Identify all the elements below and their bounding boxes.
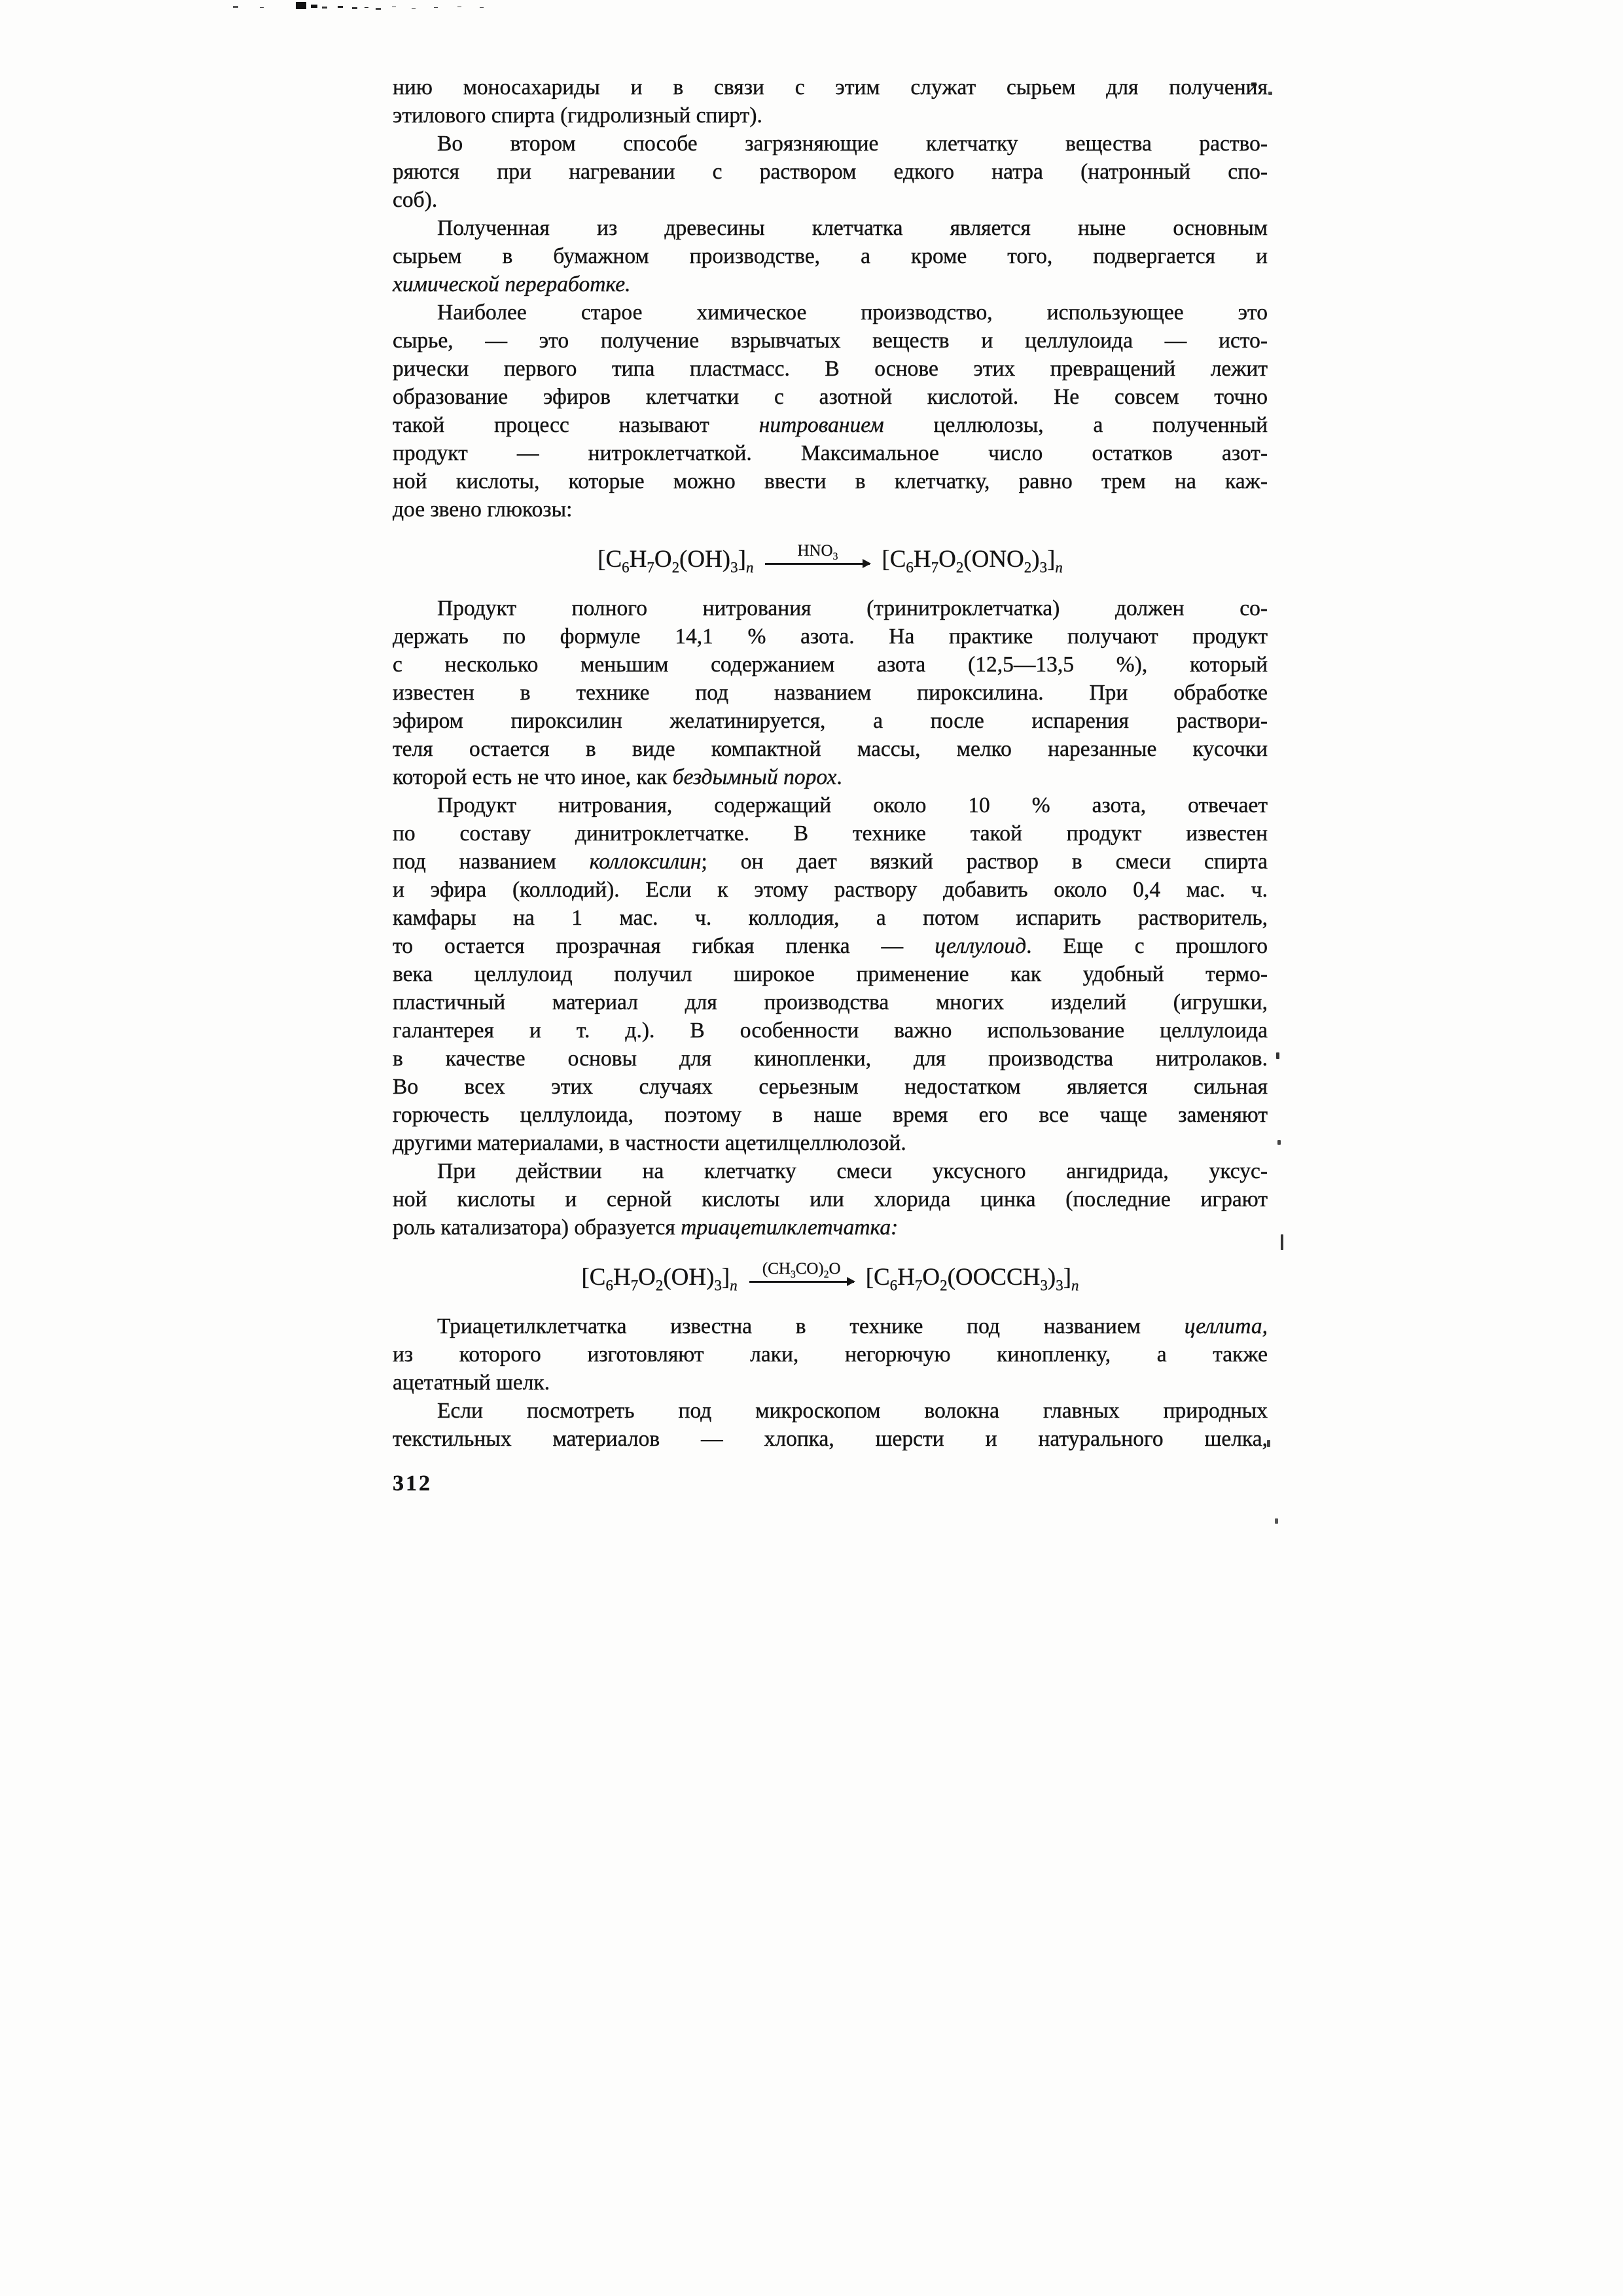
- text-line: При действии на клетчатку смеси уксусного ангидрида, уксус-: [437, 1159, 1268, 1183]
- page-number: 312: [393, 1471, 432, 1496]
- reaction-reagent-label: $(CH_3CO)_2O$: [762, 1260, 841, 1280]
- reaction-arrow: [749, 1261, 854, 1283]
- arrow-line-icon: [765, 563, 870, 565]
- text-line: Полученная из древесины клетчатка является ныне основным: [437, 216, 1268, 240]
- text-line: которой есть не что иное, как бездымный порох.: [393, 765, 842, 789]
- text-line: ацетатный шелк.: [393, 1371, 550, 1395]
- text-line: с несколько меньшим содержанием азота (12,5—13,5 %), который: [393, 653, 1268, 677]
- text-line: Продукт нитрования, содержащий около 10 % азота, отвечает: [437, 793, 1268, 817]
- text-line: Наиболее старое химическое производство, использующее это: [437, 300, 1268, 325]
- text-line: ной кислоты и серной кислоты или хлорида цинка (последние играют: [393, 1187, 1268, 1211]
- chemical-equation: [393, 1242, 1268, 1312]
- text-line: ряются при нагревании с раствором едкого натра (натронный спо-: [393, 160, 1268, 184]
- text-line: роль катализатора) образуется триацетилклетчатка:: [393, 1215, 899, 1240]
- text-line: дое звено глюкозы:: [393, 497, 573, 522]
- text-line: галантерея и т. д.). В особенности важно использование целлулоида: [393, 1018, 1268, 1043]
- text-line: известен в технике под названием пироксилина. При обработке: [393, 681, 1268, 705]
- text-line: Во втором способе загрязняющие клетчатку вещества раство-: [437, 132, 1268, 156]
- scan-speck: [1276, 1052, 1279, 1059]
- text-line: теля остается в виде компактной массы, мелко нарезанные кусочки: [393, 737, 1268, 761]
- chemical-equation: [393, 524, 1268, 594]
- text-line: и эфира (коллодий). Если к этому раствору добавить около 0,4 мас. ч.: [393, 878, 1268, 902]
- text-line: пластичный материал для производства многих изделий (игрушки,: [393, 990, 1268, 1014]
- text-line: в качестве основы для кинопленки, для производства нитролаков.: [393, 1047, 1268, 1071]
- text-line: продукт — нитроклетчаткой. Максимальное число остатков азот-: [393, 441, 1268, 465]
- reaction-reagent-label: $HNO_3$: [797, 542, 838, 562]
- scan-speck: [1268, 92, 1272, 95]
- text-line: такой процесс называют нитрованием целлюлозы, а полученный: [393, 413, 1268, 437]
- reaction-arrow: [765, 543, 870, 565]
- text-line: Продукт полного нитрования (тринитроклетчатка) должен со-: [437, 596, 1268, 620]
- text-line: Триацетилклетчатка известна в технике под названием целлита,: [437, 1314, 1268, 1338]
- text-line: то остается прозрачная гибкая пленка — целлулоид. Еще с прошлого: [393, 934, 1268, 958]
- formula-reactant: $[C_6H_7O_2(OH)_3]_n$: [581, 1263, 738, 1293]
- formula-reactant: $[C_6H_7O_2(OH)_3]_n$: [597, 545, 754, 575]
- text-line: под названием коллоксилин; он дает вязкий раствор в смеси спирта: [393, 850, 1268, 874]
- text-line: сырье, — это получение взрывчатых веществ и целлулоида — исто-: [393, 329, 1268, 353]
- text-line: камфары на 1 мас. ч. коллодия, а потом испарить растворитель,: [393, 906, 1268, 930]
- text-line: горючесть целлулоида, поэтому в наше время его все чаще заменяют: [393, 1103, 1268, 1127]
- text-line: Во всех этих случаях серьезным недостатком является сильная: [393, 1075, 1268, 1099]
- arrow-line-icon: [749, 1281, 854, 1283]
- text-line: нию моносахариды и в связи с этим служат сырьем для получения: [393, 75, 1268, 99]
- text-line: эфиром пироксилин желатинируется, а после испарения раствори-: [393, 709, 1268, 733]
- text-block: [393, 73, 1268, 1453]
- text-line: этилового спирта (гидролизный спирт).: [393, 103, 762, 128]
- text-line: держать по формуле 14,1 % азота. На практике получают продукт: [393, 624, 1268, 649]
- text-line: химической переработке.: [393, 272, 631, 296]
- text-line: соб).: [393, 188, 438, 212]
- formula-product: $[C_6H_7O_2(ONO_2)_3]_n$: [882, 545, 1063, 575]
- text-line: века целлулоид получил широкое применение как удобный термо-: [393, 962, 1268, 986]
- scan-speck: [1275, 1518, 1278, 1524]
- text-line: образование эфиров клетчатки с азотной кислотой. Не совсем точно: [393, 385, 1268, 409]
- text-line: ной кислоты, которые можно ввести в клетчатку, равно трем на каж-: [393, 469, 1268, 493]
- scan-noise-strip: [296, 2, 306, 9]
- text-line: из которого изготовляют лаки, негорючую кинопленку, а также: [393, 1342, 1268, 1367]
- text-line: рически первого типа пластмасс. В основе этих превращений лежит: [393, 357, 1268, 381]
- scan-speck: [1281, 1234, 1283, 1250]
- text-line: текстильных материалов — хлопка, шерсти и натурального шелка,: [393, 1427, 1268, 1451]
- formula-product: $[C_6H_7O_2(OOCCH_3)_3]_n$: [865, 1263, 1079, 1293]
- text-line: по составу динитроклетчатке. В технике такой продукт известен: [393, 821, 1268, 846]
- text-line: сырьем в бумажном производстве, а кроме того, подвергается и: [393, 244, 1268, 268]
- text-line: Если посмотреть под микроскопом волокна главных природных: [437, 1399, 1268, 1423]
- scan-speck: [1277, 1140, 1281, 1145]
- text-line: другими материалами, в частности ацетилцеллюлозой.: [393, 1131, 906, 1155]
